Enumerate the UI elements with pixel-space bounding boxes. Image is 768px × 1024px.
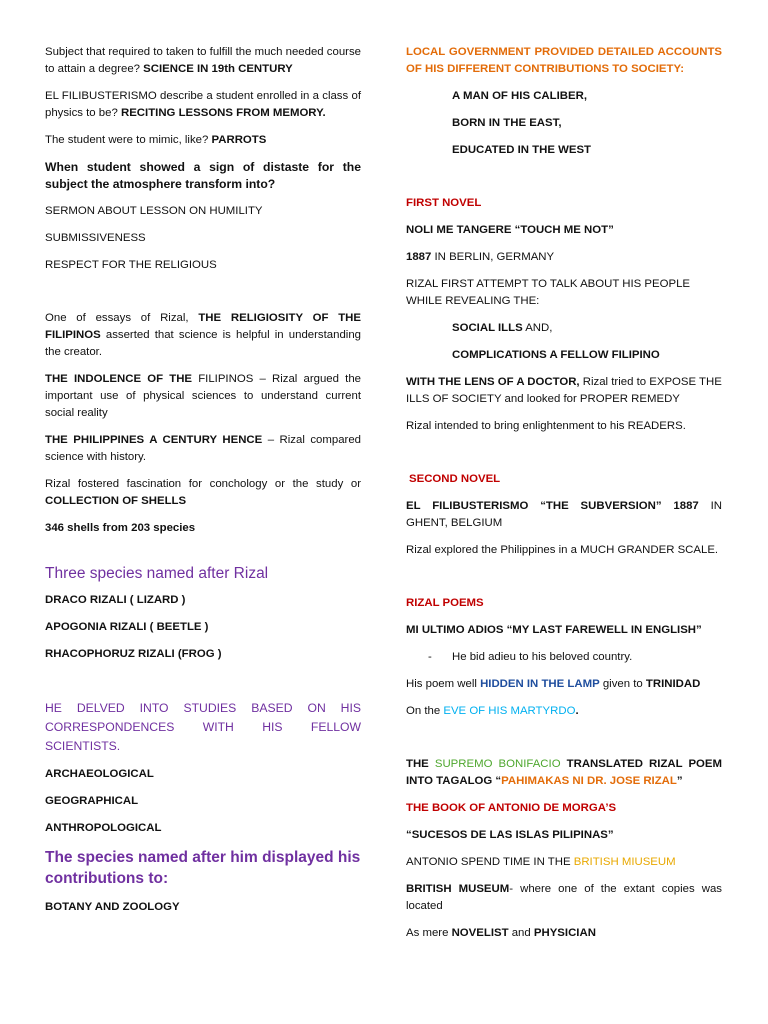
sup-pahimakas: PAHIMAKAS NI DR. JOSE RIZAL	[501, 775, 677, 787]
eve-b: EVE OF HIS MARTYRDO	[443, 705, 576, 717]
first-novel-heading: FIRST NOVEL	[406, 197, 482, 209]
list-item: SUBMISSIVENESS	[45, 232, 146, 244]
essay-indolence-text: FILIPINOS – Rizal argued the important use of physical sciences to understand current social reality	[45, 373, 361, 419]
contrib-heading: The species named after him displayed his contributions to:	[45, 849, 361, 887]
q-filibusterismo	[45, 88, 361, 122]
q-fili-text: EL FILIBUSTERISMO describe a student enrolled in a class of physics to be?	[45, 90, 361, 119]
eve-martyrdom	[406, 703, 722, 720]
morga-heading: THE BOOK OF ANTONIO DE MORGA’S	[406, 802, 617, 814]
essay-religiosity	[45, 310, 361, 361]
poem-a: His poem well	[406, 678, 481, 690]
mere-novelist-bold: NOVELIST	[451, 927, 509, 939]
q-subject	[45, 44, 361, 78]
enlightenment: Rizal intended to bring enlightenment to his READERS.	[406, 420, 686, 432]
conchology-a: Rizal fostered fascination for conchology or the study or	[45, 478, 361, 490]
adieu-item	[406, 649, 722, 666]
eve-a: On the	[406, 705, 444, 717]
noli-title: NOLI ME TANGERE “TOUCH ME NOT”	[406, 224, 614, 236]
bm-bold: BRITISH MUSEUM	[406, 883, 510, 895]
essay-religiosity-title: THE RELIGIOSITY OF THE FILIPINOS	[45, 312, 361, 341]
poem-trinidad: TRINIDAD	[645, 678, 701, 690]
delved-text: HE DELVED INTO STUDIES BASED ON HIS CORRESPONDENCES WITH HIS FELLOW SCIENTISTS.	[45, 701, 361, 753]
q-mimic	[45, 132, 361, 149]
caliber-item: A MAN OF HIS CALIBER,	[452, 90, 587, 102]
british-museum	[406, 881, 722, 915]
sup-e: ”	[676, 775, 683, 787]
conchology-text	[45, 476, 361, 510]
social-ills-and: AND,	[522, 322, 553, 334]
field-item: ARCHAEOLOGICAL	[45, 768, 154, 780]
ultimo-title: MI ULTIMO ADIOS “MY LAST FAREWELL IN ENGLISH”	[406, 624, 702, 636]
social-ills	[406, 320, 722, 337]
rizal-poems-heading: RIZAL POEMS	[406, 597, 484, 609]
species-item: RHACOPHORUZ RIZALI (FROG )	[45, 648, 222, 660]
left-column	[45, 44, 361, 916]
essay-indolence-title: THE INDOLENCE OF THE	[45, 373, 193, 385]
list-item: SERMON ABOUT LESSON ON HUMILITY	[45, 205, 263, 217]
explored: Rizal explored the Philippines in a MUCH GRANDER SCALE.	[406, 544, 719, 556]
shells-count: 346 shells from 203 species	[45, 522, 196, 534]
supremo-translation	[406, 756, 722, 790]
field-item: ANTHROPOLOGICAL	[45, 822, 162, 834]
sup-c: TRANSLATED RIZAL POEM INTO TAGALOG “	[406, 758, 722, 787]
essay-religiosity-a: One of essays of Rizal,	[45, 312, 199, 324]
poem-hidden	[406, 676, 722, 693]
q-mimic-answer: PARROTS	[211, 134, 267, 146]
local-gov-heading: LOCAL GOVERNMENT PROVIDED DETAILED ACCOUNTS OF HIS DIFFERENT CONTRIBUTIONS TO SOCIETY:	[406, 46, 722, 75]
right-column	[406, 44, 722, 942]
first-attempt: RIZAL FIRST ATTEMPT TO TALK ABOUT HIS PEOPLE WHILE REVEALING THE:	[406, 278, 691, 307]
social-ills-bold: SOCIAL ILLS	[452, 322, 523, 334]
species-heading: Three species named after Rizal	[45, 565, 269, 582]
essay-century-title: THE PHILIPPINES A CENTURY HENCE	[45, 434, 263, 446]
noli-year-number: 1887	[406, 251, 432, 263]
complications: COMPLICATIONS A FELLOW FILIPINO	[452, 349, 660, 361]
field-item: GEOGRAPHICAL	[45, 795, 139, 807]
poem-c: given to	[599, 678, 646, 690]
noli-place: IN BERLIN, GERMANY	[431, 251, 555, 263]
q-subject-text: Subject that required to taken to fulfill the much needed course to attain a degree?	[45, 46, 361, 75]
mere-c: and	[508, 927, 534, 939]
poem-lamp: HIDDEN IN THE LAMP	[480, 678, 600, 690]
dash-bullet: -	[428, 651, 432, 663]
q-fili-answer: RECITING LESSONS FROM MEMORY.	[120, 107, 326, 119]
eve-c: .	[575, 705, 579, 717]
list-item: RESPECT FOR THE RELIGIOUS	[45, 259, 217, 271]
q-subject-answer: SCIENCE IN 19th CENTURY	[143, 63, 293, 75]
species-item: DRACO RIZALI ( LIZARD )	[45, 594, 186, 606]
lens-doctor	[406, 374, 722, 408]
essay-century-hence	[45, 432, 361, 466]
spend-a: ANTONIO SPEND TIME IN THE	[406, 856, 574, 868]
fili-place: IN GHENT, BELGIUM	[406, 500, 722, 529]
mere-novelist	[406, 925, 722, 942]
caliber-item: BORN IN THE EAST,	[452, 117, 562, 129]
second-novel-heading: SECOND NOVEL	[409, 473, 501, 485]
essay-century-text: – Rizal compared science with history.	[45, 434, 361, 463]
mere-a: As mere	[406, 927, 452, 939]
essay-indolence	[45, 371, 361, 422]
bm-text: - where one of the extant copies was located	[406, 883, 722, 912]
essay-religiosity-c: asserted that science is helpful in understanding the creator.	[45, 329, 361, 358]
sup-a: THE	[406, 758, 435, 770]
sucesos-title: “SUCESOS DE LAS ISLAS PILIPINAS”	[406, 829, 614, 841]
q-mimic-text: The student were to mimic, like?	[45, 134, 212, 146]
contrib-item: BOTANY AND ZOOLOGY	[45, 901, 180, 913]
sup-bonifacio: SUPREMO BONIFACIO	[434, 758, 561, 770]
noli-year	[406, 249, 722, 266]
caliber-item: EDUCATED IN THE WEST	[452, 144, 592, 156]
conchology-b: COLLECTION OF SHELLS	[45, 495, 187, 507]
antonio-spend	[406, 854, 722, 871]
q-distaste: When student showed a sign of distaste for the subject the atmosphere transform into?	[45, 160, 361, 191]
spend-museum: BRITISH MIUSEUM	[573, 856, 676, 868]
lens-doctor-bold: WITH THE LENS OF A DOCTOR,	[406, 376, 580, 388]
fili-title	[406, 498, 722, 532]
adieu-text: He bid adieu to his beloved country.	[452, 651, 633, 663]
species-item: APOGONIA RIZALI ( BEETLE )	[45, 621, 209, 633]
lens-doctor-text: Rizal tried to EXPOSE THE ILLS OF SOCIETY and looked for PROPER REMEDY	[406, 376, 722, 405]
mere-physician-bold: PHYSICIAN	[533, 927, 596, 939]
fili-title-bold: EL FILIBUSTERISMO “THE SUBVERSION” 1887	[406, 500, 699, 512]
